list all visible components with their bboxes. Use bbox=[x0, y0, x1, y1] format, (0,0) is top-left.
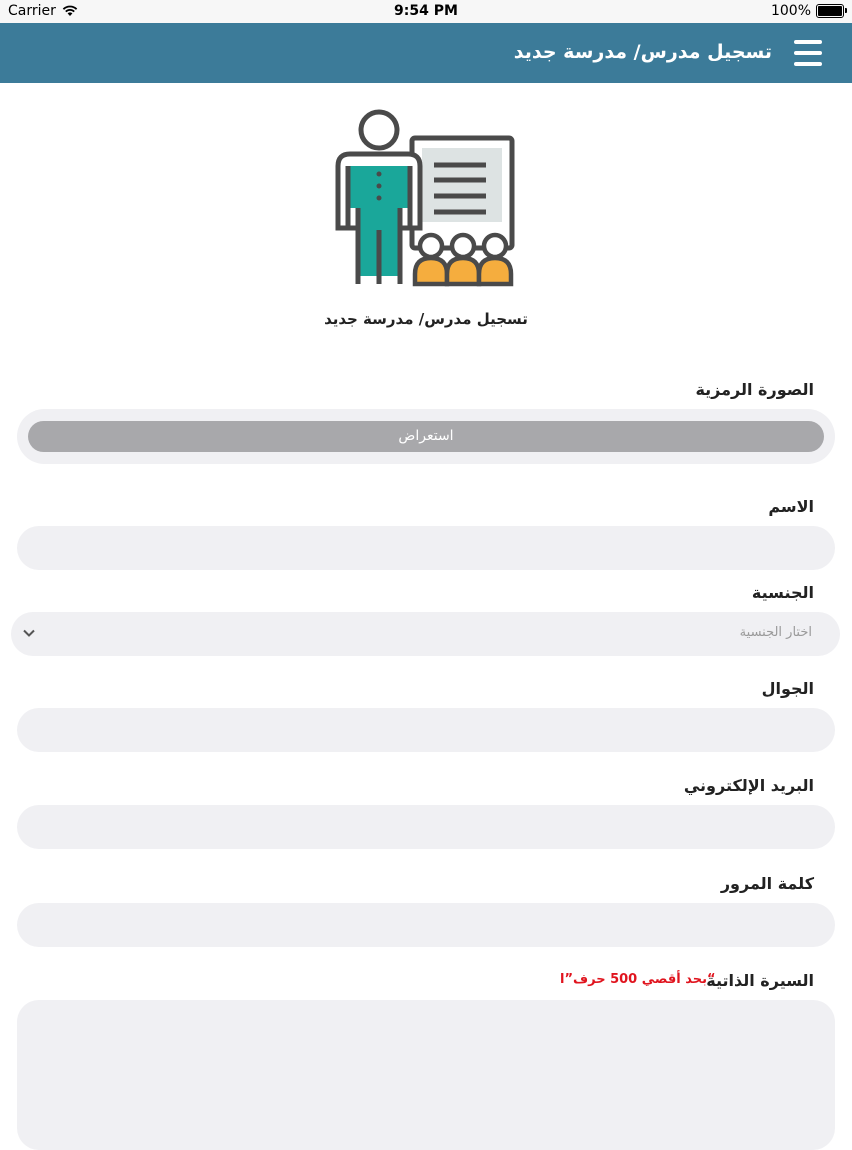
hero-caption: تسجيل مدرس/ مدرسة جديد bbox=[324, 310, 528, 328]
battery-percent: 100% bbox=[770, 3, 811, 19]
email-input[interactable] bbox=[17, 805, 835, 849]
bio-textarea[interactable] bbox=[17, 1000, 835, 1150]
name-label: الاسم bbox=[768, 497, 814, 516]
status-bar bbox=[0, 0, 852, 23]
password-label: كلمة المرور bbox=[720, 874, 814, 893]
name-input[interactable] bbox=[17, 526, 835, 570]
avatar-upload-field bbox=[17, 409, 835, 464]
nationality-placeholder: اختار الجنسية bbox=[739, 625, 812, 640]
page-title: تسجيل مدرس/ مدرسة جديد bbox=[513, 41, 772, 63]
mobile-input[interactable] bbox=[17, 708, 835, 752]
status-time: 9:54 PM bbox=[394, 3, 458, 19]
bio-limit-note: “بحد أقصي 500 حرف”ا bbox=[560, 972, 716, 987]
avatar-label: الصورة الرمزية bbox=[695, 380, 814, 399]
email-label: البريد الإلكتروني bbox=[683, 776, 814, 795]
hamburger-menu-icon[interactable] bbox=[794, 40, 822, 66]
carrier-label: Carrier bbox=[8, 3, 56, 19]
mobile-label: الجوال bbox=[761, 679, 814, 698]
status-right bbox=[771, 3, 844, 19]
header-bar bbox=[0, 23, 852, 83]
chevron-down-icon bbox=[23, 627, 35, 639]
nationality-label: الجنسية bbox=[751, 583, 814, 602]
battery-icon bbox=[816, 4, 844, 18]
bio-label: السيرة الذاتية bbox=[706, 971, 814, 990]
browse-button[interactable]: استعراض bbox=[28, 421, 824, 452]
teacher-classroom-icon bbox=[334, 108, 518, 290]
nationality-select[interactable] bbox=[11, 612, 840, 656]
password-input[interactable] bbox=[17, 903, 835, 947]
